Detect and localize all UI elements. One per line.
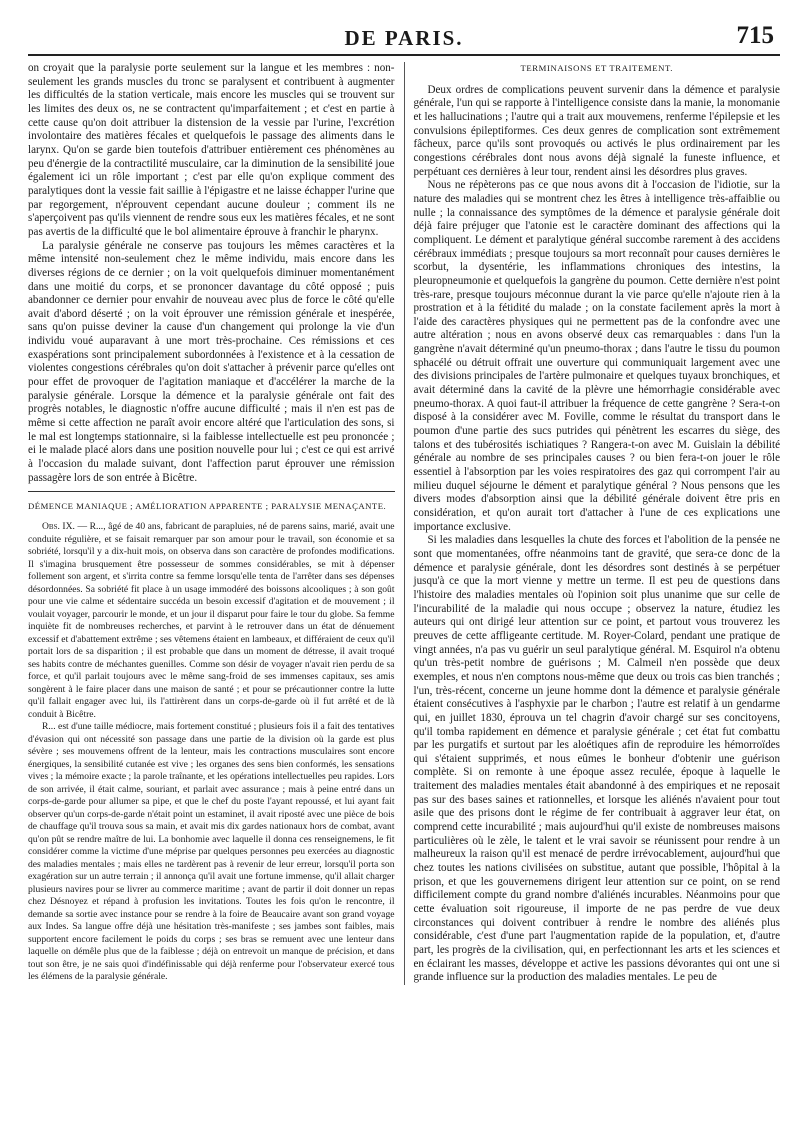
- paragraph: on croyait que la paralysie porte seulement sur la langue et les membres : non-seulement les grands muscles du tronc se paralysent et contribuent à augmenter les difficultés de la station verticale, mais encore les muscles qui se trouvent sur les limites des deux os, ne se contractent qu'imparfaitement ; et c'est en partie à cette cause qu'on doit attribuer la distension de la vessie par l'urine, l'excrétion involontaire des matières fécales et quelquefois le passage des aliments dans le larynx. Qu'on se garde bien toutefois d'attribuer entièrement ces phénomènes au peu d'énergie de la contractilité musculaire, car la diminution de la sensibilité joue également ici un rôle important ; c'est par elle qu'on explique comment des paralytiques dont la vessie fait saillie à l'épigastre et ne laisse échapper l'urine que par regorgement, n'éprouvent cependant aucune douleur ; comment ils ne s'aperçoivent pas qu'ils viennent de rendre sous eux les matières fécales, et ne sont pas avertis de la difficulté que le bol alimentaire éprouve à franchir le pharynx.: [28, 62, 395, 238]
- observation-label: Obs. IX. —: [42, 521, 88, 532]
- header-rule: [28, 54, 780, 56]
- section-rule: [28, 491, 395, 492]
- page-number: 715: [736, 22, 774, 49]
- section-heading: DÉMENCE MANIAQUE ; AMÉLIORATION APPARENTE ; PARALYSIE MENAÇANTE.: [28, 501, 387, 512]
- paragraph: La paralysie générale ne conserve pas toujours les mêmes caractères et la même intensité non-seulement chez le même individu, mais encore dans les diverses régions de ce dernier ; on la voit quelquefois diminuer momentanément dans une moitié du corps, et se prononcer davantage du côté opposé ; puis abandonner ce dernier pour envahir de nouveau avec plus de force le côté qu'elle avait d'abord déserté ; on la voit éprouver une rémission générale et inespérée, sans qu'on puisse deviner la cause d'un changement qui prolonge la vie d'un individu voué auparavant à une mort très-prochaine. Ces rémissions et ces exaspérations sont principalement subordonnées à l'existence et à la cessation de violentes congestions cérébrales qu'on doit s'attacher à prévenir parce qu'elles ont pour effet de provoquer de l'agitation maniaque et d'accélérer la marche de la paralysie générale. Lorsque la démence et la paralysie générale ont fait des progrès notables, le diagnostic n'offre aucune difficulté ; mais il n'en est pas de même si cette affection ne paraît avoir encore altéré que l'articulation des sons, si le mal est longtemps stationnaire, si la faiblesse intellectuelle est peu prononcée ; ei le malade placé alors dans une position nouvelle pour lui ; c'est ce qui est arrivé à l'occasion du malade suivant, dont l'affection parut éprouver une rémission passagère lors de son entrée à Bicêtre.: [28, 239, 395, 484]
- right-column: [405, 62, 781, 985]
- paragraph: Nous ne répèterons pas ce que nous avons dit à l'occasion de l'idiotie, sur la nature des maladies qui se montrent chez les êtres à intelligence très-affaiblie ou nulle ; la connaissance des symptômes de la démence et paralysie générale doit déjà faire préjuger que l'atonie est le caractère dominant des affections qui la compliquent. Le dément et paralytique général succombe rarement à des accidens cérébraux immédiats ; presque toujours sa mort reconnaît pour causes dernières le scorbut, la dysentérie, les inflammations chroniques des intestins, la pleuropneumonie et quelquefois la gangrène du poumon. Cette dernière n'est point très-rare, presque toujours méconnue durant la vie parce qu'elle n'ajoute rien à la prostration et à la fétidité du malade ; on la constate facilement après la mort à l'aide des caractères physiques qui ne permettent pas de la confondre avec une autre altération ; nous en avons observé deux cas remarquables : dans l'un la gangrène n'avait déterminé qu'un pneumo-thorax ; dans l'autre le tissu du poumon sphacélé ou détruit offrait une ouverture qui communiquait largement avec une des divisions principales de l'artère pulmonaire et quelques tuyaux bronchiques, et avait déterminé dans la cavité de la plèvre une hémorrhagie considérable avec pneumo-thorax. A quoi faut-il attribuer la fréquence de cette gangrène ? Sera-t-on disposé à la considérer avec M. Foville, comme le résultat du transport dans le poumon d'une partie des sucs putrides qui pénètrent les escarres du siège, des talons et des tubérosités ischiatiques ? Rangera-t-on avec M. Guislain la débilité générale au nombre de ses principales causes ? ou bien fera-t-on jouer le rôle essentiel à l'absorption par les voies respiratoires des gaz qui corrompent l'air au milieu duquel séjourne le dément et paralytique général ? Nous pensons que les divers modes d'absorption ainsi que la débilité générale doivent être pris en considération, et qu'on aurait tort d'attacher à l'une de ces explications une importance exclusive.: [413, 179, 780, 533]
- left-column: [28, 62, 404, 985]
- paragraph: Si les maladies dans lesquelles la chute des forces et l'abolition de la pensée ne sont que momentanées, offre néanmoins tant de gravité, que sera-ce donc de la démence et paralysie générale, dont les désordres sont destinés à se perpétuer jusqu'à ce que la mort vienne y mettre un terme. Il est peu de questions dans l'histoire des maladies mentales où l'opinion soit plus unanime que sur celle de l'incurabilité de la maladie qui nous occupe ; observez la nature, étudiez les auteurs qui ont dirigé leur attention sur ce point, et partout vous trouverez les preuves de cette affligeante certitude. M. Royer-Colard, pendant une pratique de vingt années, n'a pas vu guérir un seul paralytique général. M. Esquirol n'a obtenu qu'un très-petit nombre de guérisons ; M. Calmeil n'en possède que deux exemples, et nous n'en comptons nous-même que deux ou trois cas bien tranchés ; l'un, très-récent, concerne un jeune homme dont la démence et paralysie générale étaient consécutives à l'asphyxie par le charbon ; l'autre est relatif à un gendarme qui, en juillet 1830, éprouva un tel chagrin d'avoir chargé sur ses concitoyens, qu'il tomba rapidement en démence et paralysie générale ; cet état fut combattu par les purgatifs et surtout par les aloétiques afin de reproduire les hémorroïdes qui s'étaient supprimés, et nous eûmes le bonheur d'obtenir une guérison complète. Si on remonte à une époque assez reculée, époque à laquelle le traitement des maladies mentales était abandonné à des empiriques et ne reposait pas sur des bases saines et rationnelles, et lorsque les aliénés n'avaient pour tout asile que des prisons dont le régime de fer contribuait à aggraver leur état, on comprend cette incurabilité ; mais aujourd'hui qu'il existe de nombreuses maisons particulières où le zèle, le talent et le vrai savoir se réunissent pour rendre à un malheureux la raison qu'il est menacé de perdre irrévocablement, aujourd'hui que chez toutes les nations civilisées on substitue, autant que possible, l'hôpital à la prison, et que les gouvernemens dirigent leur attention sur ce point, on se rend difficilement compte du grand nombre d'aliénés incurables. Néanmoins pour que cette évaluation soit rigoureuse, il importe de ne pas perdre de vue deux circonstances qui doivent contribuer à rendre le nombre des aliénés plus considérable, c'est d'une part l'augmentation rapide de la population, et, d'autre part, les progrès de la civilisation, qui, en perfectionnant les arts et les sciences et en éclairant les masses, développe et active les passions dévorantes qui ont une si grande influence sur la production des maladies mentales. Le peu de: [413, 534, 780, 984]
- observation-block: [28, 521, 395, 984]
- section-heading: TERMINAISONS ET TRAITEMENT.: [520, 63, 674, 73]
- page-title: DE PARIS.: [344, 26, 464, 50]
- observation-text: R..., âgé de 40 ans, fabricant de parapluies, né de parens sains, marié, avait une conduite régulière, et se faisait remarquer par son amour pour le travail, son économie et sa sobriété, lorsqu'il y a dix-huit mois, on observa dans son caractère de profondes modifications. Il s'imagina brusquement être possesseur de sommes considérables, se mit à dépenser follement son argent, et s'irrita contre sa femme lorsqu'elle tenta de l'arrêter dans ses dépenses désordonnées. Sa sobriété fit place à un usage immodéré des boissons alcooliques ; à son goût pour une vie calme et sédentaire succéda un besoin excessif d'agitation et de mouvement ; il voulait voyager, parcourir le monde, et un jour il disparut pour faire le tour du globe. Sa femme inquiète fit de nombreuses recherches, et parvint à le retrouver dans un état de dénuement excessif et d'abattement extrême ; ses vêtemens étaient en lambeaux, et différaient de ceux qu'il portait lors de sa disparition ; il est probable que dans un moment de détresse, il avait troqué ses habits contre de méchantes guenilles. Comme son désir de voyager n'avait rien perdu de sa force, et qu'il parlait toujours avec le même sang-froid de ses immenses capitaux, ses amis songèrent à le faire placer dans une maison de santé ; et pour se précautionner contre la lutte qu'il fallait engager avec lui, ils l'attirèrent dans un corps-de-garde où il fut arrêté et de là conduit à Bicêtre.: [28, 521, 395, 720]
- observation-paragraph: R... est d'une taille médiocre, mais fortement constitué ; plusieurs fois il a fait des tentatives d'évasion qui ont nécessité son passage dans une partie de la division où la garde est plus sévère ; ses mouvemens offrent de la lenteur, mais les contractions musculaires sont encore énergiques, la sensibilité cutanée est vive ; les organes des sens bien conformés, les sensations vives ; la mémoire exacte ; la parole traînante, et les opérations intellectuelles peu rapides. Lors de son arrivée, il était calme, souriant, et parlait avec assurance ; mais à peine entré dans un corps-de-garde pour allumer sa pipe, et que le chef du poste l'ayant repoussé, et lui ayant fait observer qu'un corps-de-garde n'était point un estaminet, il avait riposté avec une pièce de bois de chauffage qu'il trouva sous sa main, et avait mis dix gardes nationaux hors de combat, avant qu'on pût se rendre maître de lui. La bonhomie avec laquelle il donna ces renseignemens, le fit considérer comme la victime d'une méprise par quelques personnes peu exercées au diagnostic des maladies mentales ; mais elles ne tardèrent pas à revenir de leur erreur, lorsqu'il porta son exagération sur un autre terrain ; il annonça qu'il avait une fortune immense, qu'il allait charger plusieurs navires pour se livrer au commerce maritime ; avant de partir il doit donner un repas chez Désnoyez et répand à profusion les invitations. Toutes les fois qu'on le rencontre, il demande sa sortie avec instance pour se rendre à la foire de Beaucaire avant son grand voyage aux Indes. Sa langue offre déjà une hésitation très-manifeste ; ses jambes sont faibles, mais supportent encore facilement le poids du corps ; ses bras se remuent avec une lenteur dans laquelle on démêle plus que de la faiblesse ; déjà on entrevoit un manque de précision, et dans tout son être, je ne sais quoi d'indéfinissable qui déjà renferme pour l'observateur exercé tous les élémens de la paralysie générale.: [28, 721, 395, 982]
- page-header: [28, 14, 780, 54]
- observation-paragraph: [28, 521, 395, 721]
- two-column-body: [28, 62, 780, 985]
- paragraph: Deux ordres de complications peuvent survenir dans la démence et paralysie générale, l'un qui se rapporte à l'intelligence consiste dans la manie, la monomanie et les hallucinations ; l'autre qui a trait aux mouvemens, renferme l'épilepsie et les convulsions épileptiformes. Ces deux genres de complication sont extrêmement fâcheux, parce qu'ils sont provoqués ou activés le plus ordinairement par les congestions cérébrales dont nous avons déjà signalé la funeste influence, et perpétuant ces dernières à leur tour, rendent ainsi les désordres plus graves.: [413, 83, 780, 178]
